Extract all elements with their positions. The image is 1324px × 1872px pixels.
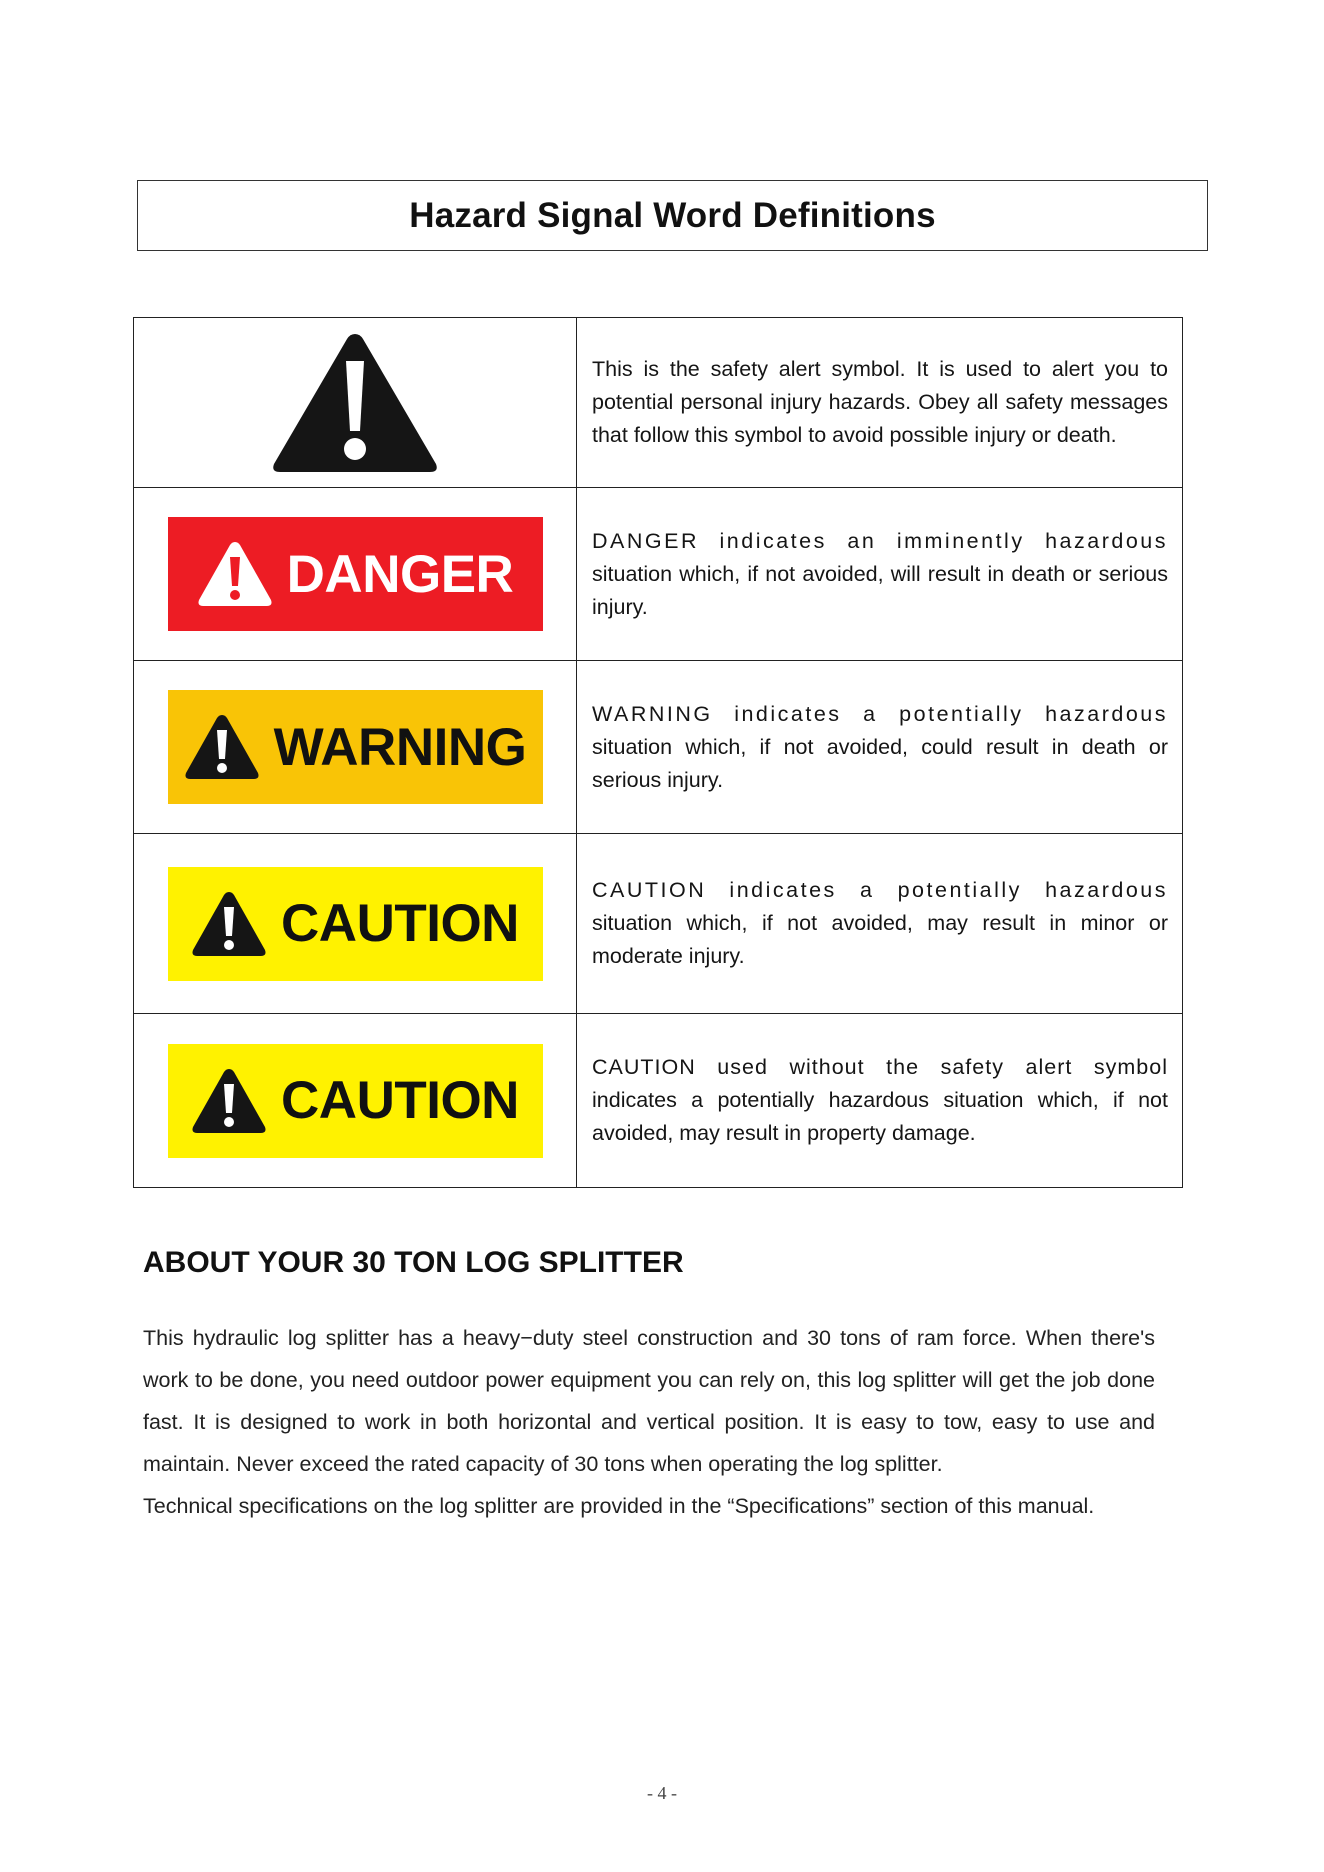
- warning-triangle-icon: [184, 713, 260, 781]
- symbol-cell: [134, 1014, 577, 1188]
- symbol-cell: [134, 661, 577, 834]
- warning-label: [168, 690, 543, 804]
- definition-body: situation which, if not avoided, will result in death or serious injury.: [592, 561, 1168, 619]
- caution-label: [168, 1044, 543, 1158]
- section-heading: ABOUT YOUR 30 TON LOG SPLITTER: [143, 1246, 684, 1279]
- page-title: Hazard Signal Word Definitions: [409, 195, 936, 235]
- page-number: - 4 -: [647, 1783, 677, 1803]
- signal-word: CAUTION: [281, 1071, 519, 1130]
- symbol-cell: [134, 318, 577, 488]
- table-row: [134, 1014, 1183, 1188]
- signal-word: DANGER: [286, 544, 514, 604]
- symbol-cell: [134, 834, 577, 1014]
- signal-word: WARNING: [273, 717, 527, 777]
- hazard-definitions-table: [133, 317, 1183, 1188]
- about-paragraph: Technical specifications on the log splitter are provided in the “Specifications” section of this manual.: [143, 1494, 1095, 1518]
- table-row: [134, 834, 1183, 1014]
- definition-text: [577, 488, 1183, 661]
- table-row: [134, 661, 1183, 834]
- definition-text: [577, 834, 1183, 1014]
- definition-body: This is the safety alert symbol. It is used to alert you to potential personal injury hazards. Obey all safety messages that follow this symbol to avoid possible injury or death.: [592, 357, 1168, 447]
- definition-lead: CAUTION indicates a potentially hazardous: [592, 878, 1168, 902]
- definition-text: [577, 661, 1183, 834]
- definition-text: [577, 318, 1183, 488]
- definition-lead: WARNING indicates a potentially hazardous: [592, 701, 1168, 726]
- danger-label: [168, 517, 543, 631]
- definition-body: situation which, if not avoided, could result in death or serious injury.: [592, 734, 1168, 792]
- warning-triangle-icon: [197, 540, 273, 608]
- table-row: [134, 318, 1183, 488]
- about-paragraph: This hydraulic log splitter has a heavy−duty steel construction and 30 tons of ram force. When there's work to be done, you need outdoor power equipment you can rely on, this log splitter will get the job done fast. It is designed to work in both horizontal and vertical position. It is easy to tow, easy to use and maintain. Never exceed the rated capacity of 30 tons when operating the log splitter.: [143, 1326, 1155, 1476]
- symbol-cell: [134, 488, 577, 661]
- warning-triangle-icon: [191, 890, 267, 958]
- definition-body: situation which, if not avoided, may result in minor or moderate injury.: [592, 911, 1168, 968]
- safety-alert-icon: [270, 328, 440, 478]
- definition-text: [577, 1014, 1183, 1188]
- about-section: [143, 1317, 1155, 1527]
- signal-word: CAUTION: [281, 894, 519, 953]
- table-row: [134, 488, 1183, 661]
- warning-triangle-icon: [191, 1067, 267, 1135]
- definition-lead: CAUTION used without the safety alert symbol: [592, 1055, 1168, 1079]
- title-box: [137, 180, 1208, 251]
- definition-body: indicates a potentially hazardous situation which, if not avoided, may result in property damage.: [592, 1088, 1168, 1145]
- definition-lead: DANGER indicates an imminently hazardous: [592, 528, 1168, 553]
- caution-label: [168, 867, 543, 981]
